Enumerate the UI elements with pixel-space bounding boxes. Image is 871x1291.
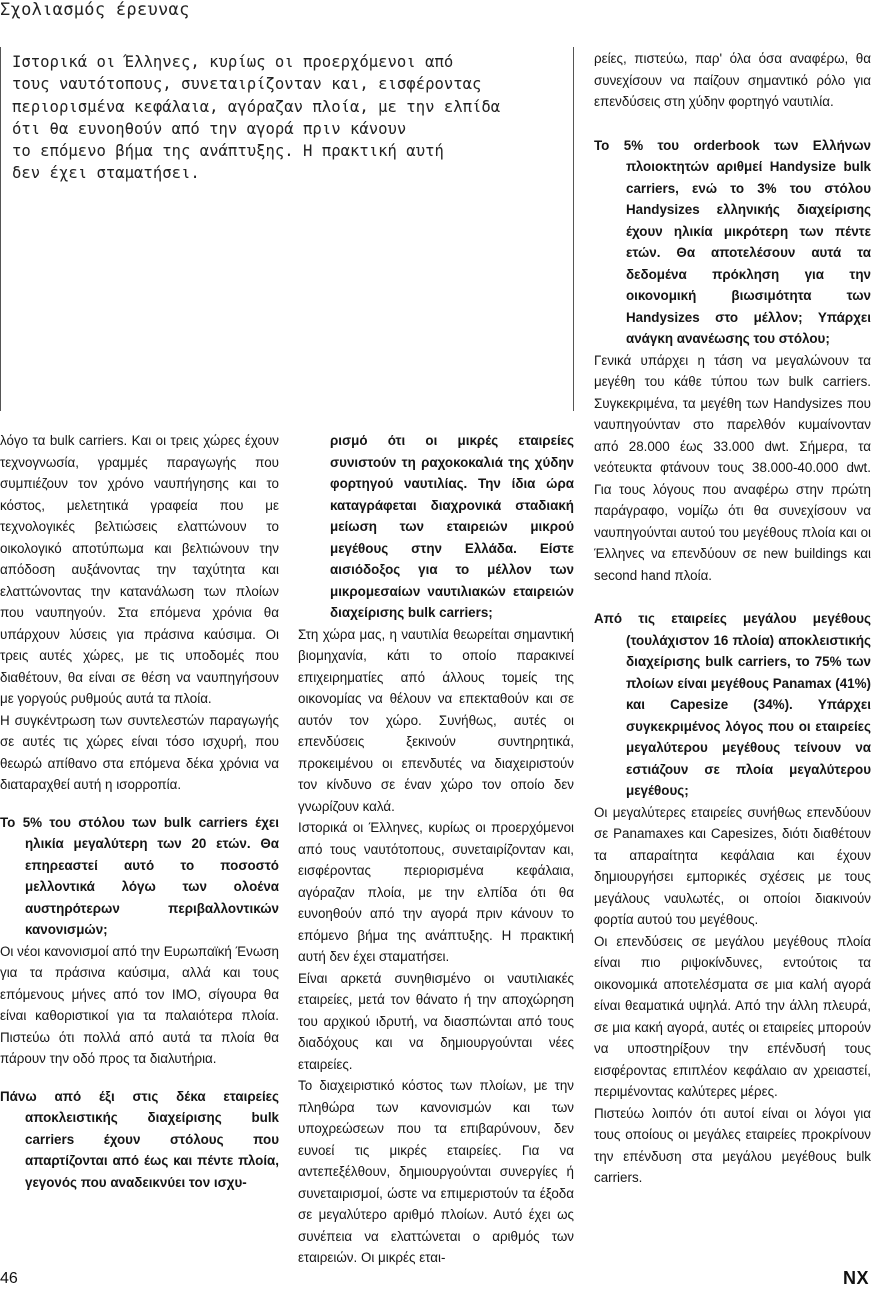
paragraph: ρείες, πιστεύω, παρ' όλα όσα αναφέρω, θα συνεχίσουν να παίζουν σημαντικό ρόλο για επενδύσεις στη χύδην φορτηγό ναυτιλία.: [594, 51, 871, 109]
paragraph: Στη χώρα μας, η ναυτιλία θεωρείται σημαντική βιομηχανία, κάτι το οποίο παρακινεί επιχειρηματίες από άλλους τομείς της οικονομίας να θέλουν να επεκταθούν και σε αυτόν τον χώρο. Συνήθως, αυτές οι επενδύσεις ξεκινούν συντηρητικά, προκειμένου οι επενδυτές να διαχειριστούν τον κίνδυνο σε έναν χώρο τον οποίο δεν γνωρίζουν καλά.: [298, 626, 574, 814]
paragraph: Γενικά υπάρχει η τάση να μεγαλώνουν τα μεγέθη του κάθε τύπου των bulk carriers. Συγκεκριμένα, τα μεγέθη των Handysizes που ναυπηγούνταν στο παρελθόν κυμαίνονταν από 28.000 έως 33.000 dwt. Σήμερα, τα νεότευκτα φτάνουν τους 38.000-40.000 dwt. Για τους λόγους που αναφέρω στην πρώτη παράγραφο, νομίζω ότι θα συνεχίσουν να ναυπηγούνται αυτού του μεγέθους πλοία και οι Έλληνες να επενδύουν σε new buildings και second hand πλοία.: [594, 352, 871, 583]
paragraph: Είναι αρκετά συνηθισμένο οι ναυτιλιακές εταιρείες, μετά τον θάνατο ή την αποχώρηση του αρχικού ιδρυτή, να διασπώνται από τους διαδόχους και να δημιουργούνται νέες εταιρείες.: [298, 970, 574, 1072]
interview-question: Από τις εταιρείες μεγάλου μεγέθους (τουλάχιστον 16 πλοία) αποκλειστικής διαχείρισης bulk carriers, το 75% των πλοίων είναι μεγέθους Panamax (41%) και Capesize (34%). Υπάρχει συγκεκριμένος λόγος που οι εταιρείες μεγαλύτερου μεγέθους τείνουν να εστιάζουν σε πλοία μεγαλύτερου μεγέθους;: [594, 611, 871, 798]
magazine-logo: NX: [842, 1268, 869, 1288]
pull-quote-text: Ιστορικά οι Έλληνες, κυρίως οι προερχόμενοι από τους ναυτότοπους, συνεταιρίζονταν και, εισφέροντας περιορισμένα κεφάλαια, αγόραζαν πλοία, με την ελπίδα ότι θα ευνοηθούν από την αγορά πριν κάνουν το επόμενο βήμα της ανάπτυξης. Η πρακτική αυτή δεν έχει σταματήσει.: [12, 53, 501, 183]
paragraph: Η συγκέντρωση των συντελεστών παραγωγής σε αυτές τις χώρες είναι τόσο ισχυρή, που θεωρώ απίθανο στα επόμενα δέκα χρόνια να διαταραχθεί αυτή η ισορροπία.: [0, 712, 279, 792]
paragraph: Οι νέοι κανονισμοί από την Ευρωπαϊκή Ένωση για τα πράσινα καύσιμα, αλλά και τους επόμενους μήνες από τον IMO, σίγουρα θα είναι καθοριστικοί για τα παλαιότερα πλοία. Πιστεύω ότι πολλά από αυτά τα πλοία θα πάρουν την οδό προς τα διαλυτήρια.: [0, 943, 279, 1066]
paragraph: Οι επενδύσεις σε μεγάλου μεγέθους πλοία είναι πιο ριψοκίνδυνες, εντούτοις τα οικονομικά αποτελέσματα σε μια καλή αγορά είναι θεαματικά υψηλά. Από την άλλη πλευρά, σε μια κακή αγορά, αυτές οι εταιρείες μπορούν να υποστηρίξουν την επένδυσή τους εισφέροντας επιπλέον κεφάλαιο αν χρειαστεί, περιμένοντας καλύτερες μέρες.: [594, 933, 871, 1099]
article-column-3: [594, 48, 871, 1189]
interview-question-continued: ρισμό ότι οι μικρές εταιρείες συνιστούν τη ραχοκοκαλιά της χύδην φορτηγού ναυτιλίας. Την ίδια ώρα καταγράφεται διαχρονικά σταδιακή μείωση των εταιρειών μικρού μεγέθους στην Ελλάδα. Είστε αισιόδοξος για το μέλλον των μικρομεσαίων ναυτιλιακών εταιρειών διαχείρισης bulk carriers;: [330, 433, 574, 620]
article-column-2: [298, 430, 574, 1269]
paragraph: Οι μεγαλύτερες εταιρείες συνήθως επενδύουν σε Panamaxes και Capesizes, διότι διαθέτουν τα απαραίτητα κεφάλαια και έχουν δημιουργήσει εμπορικές σχέσεις με τους μεγάλους ναυλωτές, οι οποίοι διακινούν φορτία αυτού του μεγέθους.: [594, 804, 871, 927]
interview-question: Πάνω από έξι στις δέκα εταιρείες αποκλειστικής διαχείρισης bulk carriers έχουν στόλους που απαρτίζονται από έως και πέντε πλοία, γεγονός που αναδεικνύει τον ισχυ-: [0, 1088, 279, 1190]
interview-question: Το 5% του orderbook των Ελλήνων πλοιοκτητών αριθμεί Handysize bulk carriers, ενώ το 3% του στόλου Handysizes ελληνικής διαχείρισης έχουν ηλικία μικρότερη των πέντε ετών. Θα αποτελέσουν αυτά τα δεδομένα πρόκληση για την οικονομική βιωσιμότητα των Handysizes στο μέλλον; Υπάρχει ανάγκη ανανέωσης του στόλου;: [594, 137, 871, 346]
article-column-1: [0, 430, 279, 1193]
page-number: 46: [0, 1270, 18, 1287]
paragraph: Πιστεύω λοιπόν ότι αυτοί είναι οι λόγοι για τους οποίους οι μεγάλες εταιρείες προκρίνουν την επένδυση στα μεγάλου μεγέθους bulk carriers.: [594, 1105, 871, 1185]
paragraph: Ιστορικά οι Έλληνες, κυρίως οι προερχόμενοι από τους ναυτότοπους, συνεταιρίζονταν και, εισφέροντας περιορισμένα κεφάλαια, αγόραζαν πλοία, με την ελπίδα ότι θα ευνοηθούν από την αγορά πριν κάνουν το επόμενο βήμα της ανάπτυξης. Η πρακτική αυτή δεν έχει σταματήσει.: [298, 820, 574, 964]
paragraph: Το διαχειριστικό κόστος των πλοίων, με την πληθώρα των κανονισμών και των υποχρεώσεων που τα επιβαρύνουν, δεν ευνοεί τις μικρές εταιρείες. Για να αντεπεξέλθουν, δημιουργούνται συνεργίες ή συνεταιρισμοί, ώστε να επιμεριστούν τα έξοδα σε μεγαλύτερο αριθμό πλοίων. Αυτό έχει ως συνέπεια να ελαττώνεται ο αριθμός των εταιρειών. Οι μικρές εται-: [298, 1078, 574, 1265]
section-title: Σχολιασμός έρευνας: [0, 0, 190, 20]
pull-quote-box: [0, 47, 574, 411]
interview-question: Το 5% του στόλου των bulk carriers έχει ηλικία μεγαλύτερη των 20 ετών. Θα επηρεαστεί αυτό το ποσοστό μελλοντικά λόγω των ολοένα αυστηρότερων περιβαλλοντικών κανονισμών;: [0, 814, 279, 937]
paragraph: λόγο τα bulk carriers. Και οι τρεις χώρες έχουν τεχνογνωσία, γραμμές παραγωγής που συμπιέζουν τον χρόνο ναυπήγησης και το κόστος, μελετητικά γραφεία που με τεχνολογικές βελτιώσεις ελαττώνουν το οικολογικό αποτύπωμα και βελτιώνουν την απόδοση αυξάνοντας την ταχύτητα και ελαττώνοντας την κατανάλωση των πλοίων που ναυπηγούν. Στα επόμενα χρόνια θα υπάρχουν λύσεις για πράσινα καύσιμα. Οι τρεις αυτές χώρες, με τις υποδομές που διαθέτουν, θα είναι σε θέση να ναυπηγήσουν με γοργούς ρυθμούς αυτά τα πλοία.: [0, 433, 279, 706]
